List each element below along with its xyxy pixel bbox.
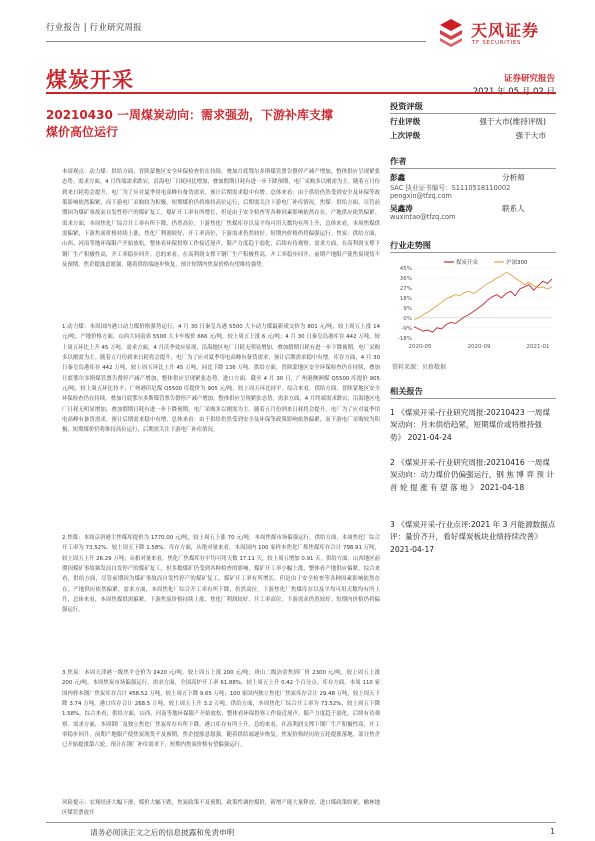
- y-tick-label: -9%: [401, 325, 412, 332]
- thermal-coal-paragraph: 1.动力煤：本周国内港口动力煤价格强势运行，4 月 30 日秦皇岛港 5500 大卡动力煤最新成交价为 801 元/吨，较上周五上涨 14 元/吨；产地价格方面，山西大同南郊 5500 大卡车板价 666 元/吨，较上周五上涨 6 元/吨；4 月 30 日秦皇岛港库存 442 万吨，较上周五环比上升 45 万吨。需求方面，4 月沃季效应显现，沿海地区电厂日耗无明显增加，叠加假期日耗有进一步下降预期，电厂采购多以刚需为主。随着五月份到来日耗将会提升，电厂为了应对夏季用电高峰有备货需求，预计后期需求稳中有增。库存方面，4 月 30 日秦皇岛港库存 442 万吨，较上周五环比上升 45 万吨，同比下降 136 万吨。供给方面，晋陕蒙地区安全环保检查仍在持续，叠加月底鄂尔多斯煤管票告罄停产减产增加，整体供应呈现紧张态势。进口方面，截至 4 月 30 日，广州港澳洲煤 Q5500 库提价 905 元/吨，较上周五环比持平；广州港印尼煤 Q5500 库提价为 905 元/吨，较上周五环比持平。综合来看，供给方面，晋陕蒙地区安全环保检查仍在持续，叠加月底鄂尔多斯煤管票告罄停产减产增加，整体供应呈现紧张态势。需求方面，4 月终端需求跌宕，沿海地区电厂日耗无明显增加，叠加假期日耗有进一步下降预期，电厂采购多以刚需为主。随着五月份到来日耗将会提升，电厂为了应对夏季用电高峰有备货需求，预计后期需求稳中有增。总体来看：由于供给仍然受到安全及环保等政策影响依然偏紧，而下游电厂采购较为积极，短期煤价仍将维持高位运行，后期需关注下游电厂补库情况。: [62, 324, 380, 434]
- chart-heading: 行业走势图: [390, 240, 431, 250]
- analyst-entry: [390, 172, 556, 206]
- page-number: 1: [550, 827, 555, 836]
- coke-paragraph: 3.焦炭：本周天津港一级焦平仓价为 2420 元/吨，较上周五上涨 200 元/吨；唐山二级冶金焦到厂价 2300 元/吨，较上周五上涨 200 元/吨。本周焦炭市场偏强运行。需求方面，全国高炉开工率 61.88%，较上周五上升 0.42 个百分点。库存方面，本周 110 家国内样本钢厂焦炭库存合计 458.52 万吨，较上周五下降 9.65 万吨；100 家国内独立焦化厂焦炭库存合计 29.48 万吨，较上周五下降 3.74 万吨。港口库存合计 268.5 万吨，较上周五上升 3.2 万吨。供给方面，本周焦化厂综合开工率为 73.52%，较上周五下降 1.58%。综合来看，供给方面，山西、河南等地环保限产开始放松，整体看环保督察工作接近尾声，限产力度趋于弱化，后续有待观察。需求方面，本周钢厂及独立焦化厂焦炭库存有所下降，港口库存有所上升。总的来看，在高利润支撑下钢厂生产积极性高，开工率稳步回升，前期产地限产使焦炭现货不及预期，焦企提涨意愿强，随着供给端逐步恢复，焦炭价格经历的五轮提涨落地，部分焦企已开始提涨第六轮，预计在钢厂补库需求下，短期内焦炭价格有望偏强运行。: [62, 670, 380, 749]
- footer-divider: [46, 822, 556, 823]
- chart-divider: [390, 252, 556, 253]
- authors-heading: 作者: [390, 156, 407, 166]
- related-report-item[interactable]: 2 《煤炭开采-行业研究周报:20210416 一周煤炭动向：动力煤价仍偏强运行，钢 焦 博 弈 预 计 首 轮 提 涨 有 望 落 地 》 2021-04-18: [390, 458, 554, 492]
- x-tick-label: 2020-05: [408, 344, 432, 350]
- footer-disclaimer[interactable]: 请务必阅读正文之后的信息披露和免责申明: [90, 828, 235, 837]
- rating-heading: 投资评级: [390, 101, 423, 111]
- x-tick-label: 2021-01: [526, 344, 550, 350]
- report-title: [46, 107, 384, 140]
- y-tick-label: 18%: [399, 295, 412, 302]
- report-title-line2: 煤价高位运行: [46, 124, 119, 139]
- y-tick-label: 45%: [399, 266, 412, 272]
- contact-role: 联系人: [502, 204, 525, 213]
- doc-type: 证券研究报告: [503, 74, 555, 84]
- analyst-email[interactable]: pengxin@tfzq.com: [390, 192, 452, 200]
- previous-rating-value: 强于大市: [515, 131, 546, 140]
- analyst-role: 分析师: [502, 173, 525, 182]
- sector-title: 煤炭开采: [46, 68, 134, 92]
- y-tick-label: 36%: [399, 275, 412, 282]
- summary-paragraph: 本周观点：动力煤：供给方面，晋陕蒙地区安全环保检查仍在持续，叠加月底鄂尔多斯煤管票告罄停产减产增加，整体供应呈现紧张态势。需求方面，4 月终端需求跌宕，沿海电厂日耗同比增加，叠加假期日耗有进一步下降预期，电厂采购多以刚需为主。随着五月份到来日耗将会提升，电厂为了应对夏季用电高峰有备货需求，预计后期需求稳中有增。总体来看：由于供给仍然受到安全及环保等政策影响依然偏紧，而下游电厂采购较为积极，短期煤价仍将维持高位运行，后期需关注下游电厂补库情况。焦煤：供给方面，尽管前期因为煤矿事故而自发性停产的煤矿复工，煤矿开工率有所增长，但是由于安全检查等各种因素影响依然存在，产地供应依然偏紧。需求方面，本周焦化厂综合开工率有所下降，仍然高位。下游焦化厂焦煤库存以及平均可用天数均有所上升，总体来看，本周焦煤供需偏紧，下游焦炭价格持续上涨，焦化厂利润较好，开工率高位，下游需求仍然较好。短期内价格仍将偏强运行。焦炭：供给方面，山西、河南等地环保限产开始放松，整体看环保督察工作接近尾声，限产力度趋于弱化，后续有待观察。需求方面，在高利润支撑下钢厂生产积极性高，开工率稳步回升。总的来看，在高利润支撑下钢厂生产积极性高，开工率稳步回升，前期产地限产使焦炭现货不及预期，焦企提涨意愿强，随着供给端逐步恢复，预计短期内焦炭价格有望维持强势。: [62, 169, 380, 269]
- analyst-license: SAC 执业证书编号：S1110518110002: [390, 184, 511, 192]
- contact-name: 吴鑫涛: [390, 204, 413, 213]
- industry-rating-value: 强于大市(维持评级): [479, 117, 546, 126]
- related-divider: [390, 398, 556, 399]
- logo-text-cn: 天风证券: [471, 21, 540, 40]
- related-heading: 相关报告: [390, 386, 423, 396]
- x-tick-label: 2020-09: [467, 344, 491, 350]
- doc-date: [473, 85, 555, 97]
- industry-trend-chart: [392, 258, 558, 350]
- company-logo: [436, 16, 556, 52]
- y-tick-label: 27%: [399, 285, 412, 292]
- breadcrumb: 行业报告 | 行业研究周报: [46, 23, 142, 33]
- related-report-item[interactable]: 1 《煤炭开采-行业研究周报:20210423 一周煤炭动向：月末供给趋紧，短期煤价或将维持强势》 2021-04-24: [390, 408, 550, 442]
- related-report-item[interactable]: 3 《煤炭开采-行业点评:2021 年 3 月能源数据点评：量价齐升，看好煤炭板块业绩持续改善》 2021-04-17: [390, 520, 556, 554]
- contact-entry: [390, 203, 556, 225]
- previous-rating-label: 上次评级: [390, 131, 421, 140]
- contact-email[interactable]: wuxintao@tfzq.com: [390, 213, 456, 221]
- risk-paragraph: 风险提示：宏观经济大幅下滑，煤价大幅下跌，焦炭政策不及预期，政策性调控煤价，新增产能大量释放，进口煤政策收紧，榆林地区煤管票放开: [62, 800, 380, 817]
- title-divider: [46, 92, 556, 94]
- y-tick-label: -18%: [397, 335, 412, 342]
- related-reports-list: [390, 407, 556, 556]
- report-title-line1: 20210430 一周煤炭动向：需求强劲，下游补库支撑: [46, 108, 333, 122]
- rating-divider: [390, 113, 556, 114]
- y-tick-label: 9%: [403, 305, 412, 312]
- coking-coal-paragraph: 2.焦煤：本周京唐港主焦煤库提价为 1770.00 元/吨，较上周五上涨 70 元/吨。本周焦煤市场偏强运行。供给方面，本周焦化厂综合开工率为 73.52%，较上周五下降 1.58%。库存方面，从绝对量来看，本周国内 100 家样本焦化厂炼焦煤库存合计 798.91 万吨，较上周五上升 26.29 万吨；从相对量来看，焦化厂焦煤库存平均可用天数 17.11 天，较上周五增加 0.91 天。供给方面，山西地区前期因煤矿事故频发而自发停产的煤矿复工，但多数煤矿仍受到各种检查的影响，煤矿开工率小幅上涨，整体看产地供应偏紧。综合来看，供给方面，尽管前期因为煤矿事故而自发性停产的煤矿复工，煤矿开工率有所增长，但是由于安全检查等各种因素影响依然存在，产地供应依然偏紧。需求方面，本周焦化厂综合开工率有所下降，仍然高位。下游焦化厂焦煤库存以及平均可用天数均有所上升，总体来看，本周焦煤供需偏紧，下游焦炭价格持续上涨，焦化厂利润较好，开工率高位，下游需求仍然较好。短期内价格仍将偏强运行。: [62, 535, 380, 614]
- chart-source: 资料来源：贝格数据: [392, 364, 447, 371]
- legend-label: 沪深300: [506, 260, 528, 266]
- series-line-csi300: [414, 272, 552, 320]
- tf-logo-icon: [436, 17, 466, 47]
- industry-rating-label: 行业评级: [390, 117, 421, 126]
- analyst-name: 彭鑫: [390, 173, 406, 182]
- y-tick-label: 0%: [403, 315, 412, 322]
- logo-text-en: TF SECURITIES: [472, 40, 521, 46]
- authors-divider: [390, 168, 556, 169]
- legend-label: 煤炭开采: [456, 260, 479, 266]
- header-divider: [46, 41, 426, 42]
